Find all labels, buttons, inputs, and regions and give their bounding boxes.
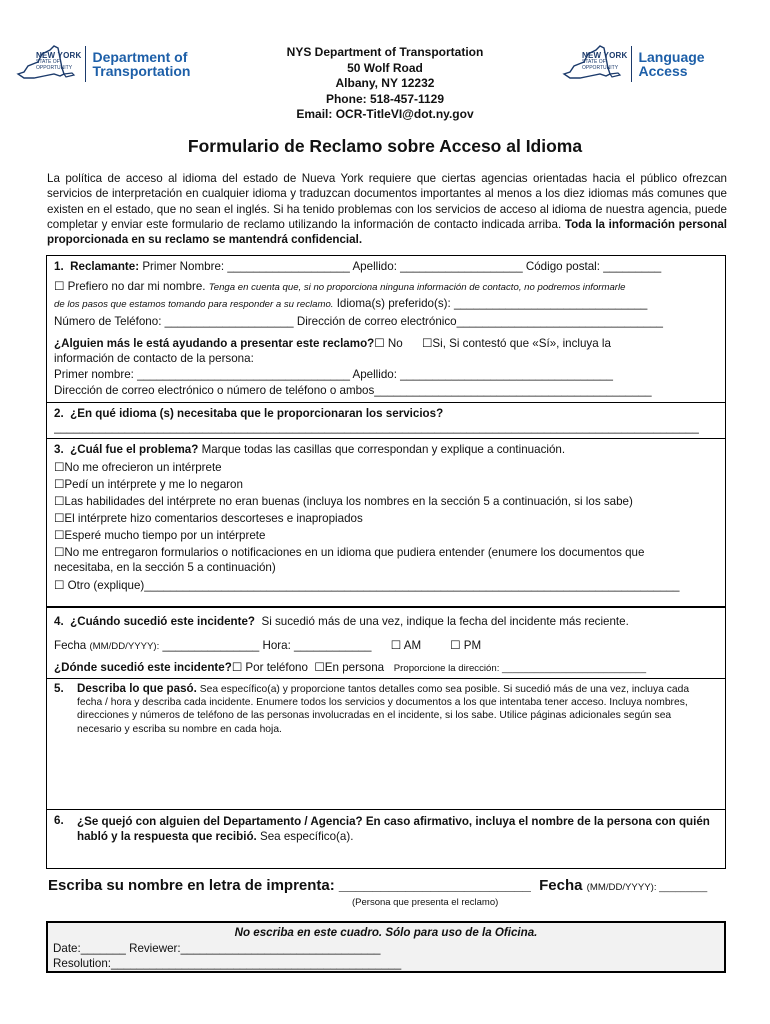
anonymous-note: Tenga en cuenta que, si no proporciona ninguna información de contacto, no podremos informarle (208, 282, 626, 293)
section-language (47, 402, 725, 438)
office-resolution: Resolution:_____________________________________________ (53, 957, 402, 970)
phone-email-field[interactable]: Número de Teléfono: ____________________ Dirección de correo electrónico________________________________ (54, 315, 663, 328)
when-question: 4. ¿Cuándo sucedió este incidente? Si sucedió más de una vez, indique la fecha del incidente más reciente. (54, 615, 629, 628)
address-line: NYS Department of Transportation (286, 45, 484, 59)
section-claimant (47, 256, 725, 402)
helper-no-checkbox[interactable]: ☐ No (374, 337, 403, 350)
address-line: Phone: 518-457-1129 (325, 91, 445, 106)
problem-option-continuation: necesitaba, en la sección 5 a continuación) (54, 561, 276, 574)
helper-info-label: información de contacto de la persona: (54, 352, 254, 365)
anonymous-row (54, 279, 625, 293)
helper-row (54, 336, 611, 350)
logo-program-name: Language Access (638, 49, 705, 79)
anonymous-note-cont: de los pasos que estamos tomando para responder a su reclamo. (54, 299, 334, 310)
confidential-notice: Toda la información personal proporcionada en su reclamo se mantendrá confidencial. (47, 217, 727, 247)
language-pref-row (54, 297, 647, 310)
form-box (46, 255, 726, 869)
am-checkbox[interactable]: ☐ AM (390, 639, 422, 652)
section-describe (47, 678, 725, 809)
claimant-label: Reclamante: (70, 260, 140, 273)
form-title: Formulario de Reclamo sobre Acceso al Idioma (187, 136, 583, 156)
agency-address-block (200, 45, 570, 123)
logo-divider (631, 46, 632, 82)
helper-question: ¿Alguien más le está ayudando a presentar este reclamo? (54, 337, 375, 350)
problem-option-checkbox[interactable]: ☐Esperé mucho tiempo por un intérprete (54, 529, 266, 542)
office-date-reviewer: Date:_______ Reviewer:_______________________________ (53, 942, 381, 955)
intro-paragraph (47, 171, 727, 247)
describe-instructions: Describa lo que pasó. Sea específico(a) y proporcione tantos detalles como sea posible. Si sucedió más de una vez, incluya cada fecha / hora y describa cada incidente. Enumere todos los servicios y documentos a los que intentaba tener acceso. Incluya nombres, direcciones y números de teléfono de las personas involucradas en el incidente, si los sabe. Utilice páginas adicionales según sea necesario y escriba su nombre en cada hoja. (77, 682, 690, 735)
section-when (47, 606, 725, 678)
language-answer-field[interactable]: ____________________________________________________________________________________________________ (54, 421, 699, 434)
language-access-logo (560, 44, 705, 84)
print-name-row: Escriba su nombre en letra de imprenta: _______________________ Fecha (MM/DD/YYYY): _________ (48, 877, 708, 894)
problem-option-checkbox[interactable]: ☐El intérprete hizo comentarios descorteses e inapropiados (54, 512, 363, 525)
describe-num: 5. (54, 682, 64, 695)
where-row: ¿Dónde sucedió este incidente?☐ Por teléfono ☐En persona Proporcione la dirección: ___________________________ (54, 661, 647, 674)
ny-wordmark: NEW YORK STATE OF OPPORTUNITY (582, 50, 628, 71)
claimant-name-fields[interactable]: Primer Nombre: ___________________ Apellido: ___________________ Código postal: _________ (142, 260, 662, 273)
logo-divider (85, 46, 86, 82)
logo-department-name: Department of Transportation (92, 49, 191, 79)
helper-yes-checkbox[interactable]: ☐Si, Si contestó que «Sí», incluya la (422, 337, 611, 350)
date-time-fields[interactable]: _______________ Hora: ____________ (162, 639, 372, 652)
signature-date-field[interactable]: (MM/DD/YYYY): _________ (586, 882, 708, 893)
problem-question: 3. ¿Cuál fue el problema? Marque todas las casillas que correspondan y explique a continuación. (54, 443, 566, 456)
by-phone-checkbox[interactable]: ☐ Por teléfono (231, 661, 308, 674)
problem-option-checkbox[interactable]: ☐No me ofrecieron un intérprete (54, 461, 222, 474)
ny-wordmark: NEW YORK STATE OF OPPORTUNITY (36, 50, 82, 71)
office-use-title: No escriba en este cuadro. Sólo para uso de la Oficina. (234, 926, 538, 939)
incident-address-field[interactable]: Proporcione la dirección: ___________________________ (393, 663, 647, 674)
prior-complaint-num: 6. (54, 814, 64, 827)
address-line: 50 Wolf Road (347, 60, 423, 75)
claimant-name-row: 1. Reclamante: Primer Nombre: ___________________ Apellido: ___________________ Código postal: _________ (54, 260, 662, 273)
prior-complaint-question: ¿Se quejó con alguien del Departamento / Agencia? En caso afirmativo, incluya el nombre de la persona con quién habló y la respuesta que recibió. Sea específico(a). (77, 815, 710, 843)
address-line: Albany, NY 12232 (335, 76, 435, 90)
preferred-language-field[interactable]: Idioma(s) preferido(s): ______________________________ (336, 297, 648, 310)
problem-option-checkbox[interactable]: ☐Las habilidades del intérprete no eran buenas (incluya los nombres en la sección 5 a continuación, si los sabe) (54, 495, 633, 508)
date-time-row: Fecha (MM/DD/YYYY): _______________ Hora: ____________ ☐ AM ☐ PM (54, 639, 482, 652)
problem-option-checkbox[interactable]: ☐No me entregaron formularios o notificaciones en un idioma que pudiera entender (enumere los documentos que (54, 546, 645, 559)
in-person-checkbox[interactable]: ☐En persona (314, 661, 385, 674)
office-use-box (46, 921, 726, 973)
language-question: 2. ¿En qué idioma (s) necesitaba que le proporcionaran los servicios? (54, 407, 444, 420)
signer-caption: (Persona que presenta el reclamo) (352, 897, 499, 908)
helper-name-fields[interactable]: Primer nombre: _________________________________ Apellido: _________________________________ (54, 368, 613, 381)
nysdot-logo (14, 44, 190, 84)
pm-checkbox[interactable]: ☐ PM (450, 639, 482, 652)
problem-other-field[interactable]: ☐ Otro (explique)___________________________________________________________________________________ (54, 579, 680, 592)
intro-text: La política de acceso al idioma del estado de Nueva York requiere que ciertas agencias orientadas hacia el público ofrezcan servicios de interpretación en cualquier idioma y traduzcan documentos importantes al menos a los diez idiomas más comunes que existen en el estado, que no sean el inglés. Si ha tenido problemas con los servicios de acceso al idioma de nuestra agencia, puede completar y enviar este formulario de reclamo utilizando la información de contacto indicada arriba. (47, 172, 727, 231)
problem-option-checkbox[interactable]: ☐Pedí un intérprete y me lo negaron (54, 478, 243, 491)
section-problem (47, 438, 725, 606)
section-prior-complaint (47, 809, 725, 868)
anonymous-checkbox[interactable]: ☐ Prefiero no dar mi nombre. (54, 280, 206, 293)
address-line: Email: OCR-TitleVI@dot.ny.gov (296, 107, 474, 121)
print-name-field[interactable]: Escriba su nombre en letra de imprenta: _______________________ (48, 877, 531, 894)
helper-contact-field[interactable]: Dirección de correo electrónico o número de teléfono o ambos___________________________________________ (54, 384, 652, 397)
